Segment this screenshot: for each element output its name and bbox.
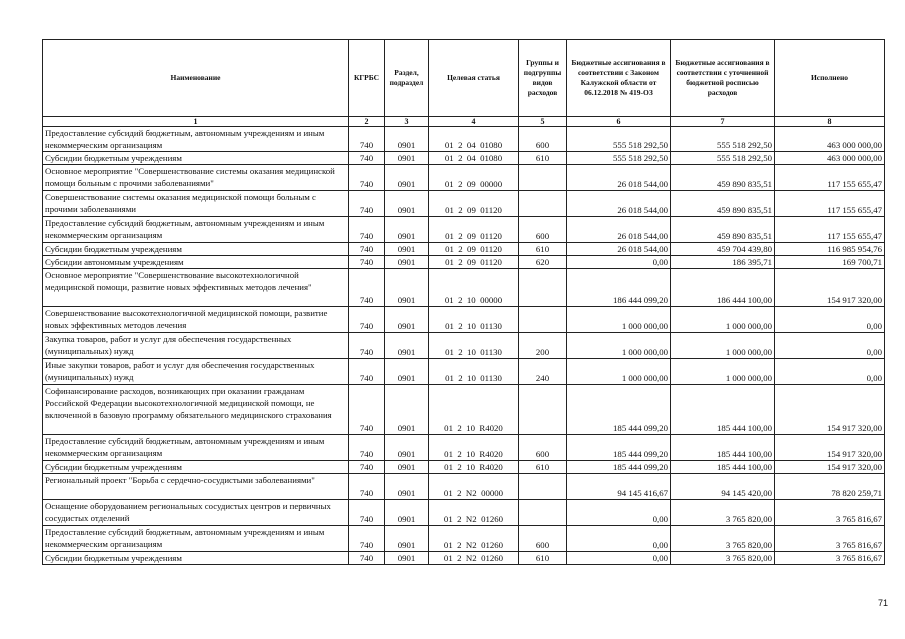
- row-executed: 169 700,71: [775, 256, 885, 269]
- page-number: 71: [878, 598, 889, 608]
- row-name: Предоставление субсидий бюджетным, автономным учреждениям и иным некоммерческим организациям: [43, 127, 349, 152]
- row-refined-allocation: 3 765 820,00: [671, 526, 775, 552]
- row-executed: 154 917 320,00: [775, 269, 885, 307]
- row-target-article: 01 2 10 01130: [429, 333, 519, 359]
- row-name: Субсидии бюджетным учреждениям: [43, 461, 349, 474]
- row-refined-allocation: 555 518 292,50: [671, 152, 775, 165]
- row-law-allocation: 0,00: [567, 552, 671, 565]
- row-law-allocation: 26 018 544,00: [567, 243, 671, 256]
- row-target-article: 01 2 09 00000: [429, 165, 519, 191]
- row-section: 0901: [385, 474, 429, 500]
- row-executed: 117 155 655,47: [775, 191, 885, 217]
- row-section: 0901: [385, 500, 429, 526]
- table-row: [43, 152, 885, 165]
- header-name: Наименование: [43, 40, 349, 117]
- row-section: 0901: [385, 269, 429, 307]
- row-name: Совершенствование системы оказания медицинской помощи больным с прочими заболеваниями: [43, 191, 349, 217]
- row-target-article: 01 2 10 00000: [429, 269, 519, 307]
- row-executed: 463 000 000,00: [775, 152, 885, 165]
- table-row: [43, 243, 885, 256]
- row-refined-allocation: 459 890 835,51: [671, 191, 775, 217]
- row-kgrbs: 740: [349, 385, 385, 435]
- row-refined-allocation: 185 444 100,00: [671, 461, 775, 474]
- row-section: 0901: [385, 307, 429, 333]
- row-section: 0901: [385, 256, 429, 269]
- row-name: Предоставление субсидий бюджетным, автономным учреждениям и иным некоммерческим организациям: [43, 217, 349, 243]
- header-target-article: Целевая статья: [429, 40, 519, 117]
- header-refined-allocations: Бюджетные ассигнования в соответствии с уточненной бюджетной росписью расходов: [671, 40, 775, 117]
- table-row: [43, 256, 885, 269]
- column-number: 5: [519, 117, 567, 127]
- row-expense-group: [519, 385, 567, 435]
- row-name: Иные закупки товаров, работ и услуг для обеспечения государственных (муниципальных) нужд: [43, 359, 349, 385]
- row-section: 0901: [385, 526, 429, 552]
- row-law-allocation: 1 000 000,00: [567, 307, 671, 333]
- row-law-allocation: 26 018 544,00: [567, 217, 671, 243]
- row-section: 0901: [385, 552, 429, 565]
- row-target-article: 01 2 04 01080: [429, 127, 519, 152]
- row-refined-allocation: 459 890 835,51: [671, 217, 775, 243]
- row-kgrbs: 740: [349, 333, 385, 359]
- table-row: [43, 191, 885, 217]
- column-number: 8: [775, 117, 885, 127]
- row-kgrbs: 740: [349, 152, 385, 165]
- table-row: [43, 552, 885, 565]
- row-target-article: 01 2 04 01080: [429, 152, 519, 165]
- row-law-allocation: 26 018 544,00: [567, 165, 671, 191]
- row-expense-group: 600: [519, 435, 567, 461]
- row-name: Субсидии бюджетным учреждениям: [43, 243, 349, 256]
- row-refined-allocation: 186 395,71: [671, 256, 775, 269]
- row-executed: 3 765 816,67: [775, 500, 885, 526]
- row-kgrbs: 740: [349, 500, 385, 526]
- row-executed: 116 985 954,76: [775, 243, 885, 256]
- row-refined-allocation: 3 765 820,00: [671, 500, 775, 526]
- row-target-article: 01 2 09 01120: [429, 256, 519, 269]
- row-law-allocation: 1 000 000,00: [567, 359, 671, 385]
- header-law-allocations: Бюджетные ассигнования в соответствии с Законом Калужской области от 06.12.2018 № 419-ОЗ: [567, 40, 671, 117]
- row-section: 0901: [385, 333, 429, 359]
- row-law-allocation: 0,00: [567, 256, 671, 269]
- table-row: [43, 359, 885, 385]
- row-expense-group: 610: [519, 243, 567, 256]
- row-target-article: 01 2 09 01120: [429, 217, 519, 243]
- row-refined-allocation: 555 518 292,50: [671, 127, 775, 152]
- table-body: [43, 127, 885, 565]
- row-refined-allocation: 1 000 000,00: [671, 359, 775, 385]
- column-number: 3: [385, 117, 429, 127]
- table-row: [43, 333, 885, 359]
- row-expense-group: 620: [519, 256, 567, 269]
- row-expense-group: [519, 269, 567, 307]
- row-kgrbs: 740: [349, 526, 385, 552]
- row-section: 0901: [385, 461, 429, 474]
- row-target-article: 01 2 10 R4020: [429, 461, 519, 474]
- table-row: [43, 269, 885, 307]
- row-expense-group: 600: [519, 526, 567, 552]
- row-name: Субсидии бюджетным учреждениям: [43, 152, 349, 165]
- row-section: 0901: [385, 127, 429, 152]
- row-expense-group: [519, 191, 567, 217]
- row-section: 0901: [385, 435, 429, 461]
- row-executed: 0,00: [775, 307, 885, 333]
- row-law-allocation: 94 145 416,67: [567, 474, 671, 500]
- row-kgrbs: 740: [349, 474, 385, 500]
- table-row: [43, 307, 885, 333]
- table-row: [43, 165, 885, 191]
- header-section: Раздел, подраздел: [385, 40, 429, 117]
- row-name: Софинансирование расходов, возникающих при оказании гражданам Российской Федерации высокотехнологичной медицинской помощи, не включенной в базовую программу обязательного медицинского страхования: [43, 385, 349, 435]
- row-law-allocation: 555 518 292,50: [567, 127, 671, 152]
- table-row: [43, 385, 885, 435]
- row-target-article: 01 2 10 01130: [429, 359, 519, 385]
- row-name: Субсидии автономным учреждениям: [43, 256, 349, 269]
- row-target-article: 01 2 09 01120: [429, 191, 519, 217]
- row-kgrbs: 740: [349, 461, 385, 474]
- row-executed: 78 820 259,71: [775, 474, 885, 500]
- table-row: [43, 435, 885, 461]
- row-target-article: 01 2 10 01130: [429, 307, 519, 333]
- row-law-allocation: 0,00: [567, 526, 671, 552]
- row-law-allocation: 185 444 099,20: [567, 435, 671, 461]
- column-number: 2: [349, 117, 385, 127]
- row-executed: 117 155 655,47: [775, 217, 885, 243]
- row-expense-group: 610: [519, 552, 567, 565]
- row-kgrbs: 740: [349, 435, 385, 461]
- row-target-article: 01 2 10 R4020: [429, 435, 519, 461]
- row-name: Основное мероприятие "Совершенствование высокотехнологичной медицинской помощи, развитие новых эффективных методов лечения": [43, 269, 349, 307]
- row-kgrbs: 740: [349, 269, 385, 307]
- row-expense-group: [519, 500, 567, 526]
- column-number-row: [43, 117, 885, 127]
- row-expense-group: 600: [519, 217, 567, 243]
- row-expense-group: 200: [519, 333, 567, 359]
- row-law-allocation: 185 444 099,20: [567, 461, 671, 474]
- row-expense-group: [519, 165, 567, 191]
- row-section: 0901: [385, 165, 429, 191]
- row-law-allocation: 185 444 099,20: [567, 385, 671, 435]
- row-executed: 463 000 000,00: [775, 127, 885, 152]
- row-refined-allocation: 459 890 835,51: [671, 165, 775, 191]
- row-executed: 154 917 320,00: [775, 461, 885, 474]
- row-section: 0901: [385, 385, 429, 435]
- table-row: [43, 474, 885, 500]
- row-kgrbs: 740: [349, 191, 385, 217]
- row-section: 0901: [385, 359, 429, 385]
- row-law-allocation: 186 444 099,20: [567, 269, 671, 307]
- row-kgrbs: 740: [349, 217, 385, 243]
- row-kgrbs: 740: [349, 359, 385, 385]
- row-refined-allocation: 459 704 439,80: [671, 243, 775, 256]
- row-target-article: 01 2 N2 01260: [429, 552, 519, 565]
- row-refined-allocation: 185 444 100,00: [671, 435, 775, 461]
- row-expense-group: 610: [519, 461, 567, 474]
- header-expense-group: Группы и подгруппы видов расходов: [519, 40, 567, 117]
- row-kgrbs: 740: [349, 127, 385, 152]
- row-expense-group: [519, 474, 567, 500]
- row-section: 0901: [385, 152, 429, 165]
- row-target-article: 01 2 N2 01260: [429, 500, 519, 526]
- row-kgrbs: 740: [349, 256, 385, 269]
- table-row: [43, 526, 885, 552]
- row-refined-allocation: 3 765 820,00: [671, 552, 775, 565]
- row-expense-group: 610: [519, 152, 567, 165]
- row-kgrbs: 740: [349, 243, 385, 256]
- row-name: Предоставление субсидий бюджетным, автономным учреждениям и иным некоммерческим организациям: [43, 526, 349, 552]
- row-kgrbs: 740: [349, 307, 385, 333]
- row-section: 0901: [385, 243, 429, 256]
- table-row: [43, 500, 885, 526]
- row-name: Оснащение оборудованием региональных сосудистых центров и первичных сосудистых отделений: [43, 500, 349, 526]
- table-row: [43, 217, 885, 243]
- table-row: [43, 127, 885, 152]
- row-kgrbs: 740: [349, 165, 385, 191]
- row-law-allocation: 26 018 544,00: [567, 191, 671, 217]
- column-number: 4: [429, 117, 519, 127]
- row-law-allocation: 1 000 000,00: [567, 333, 671, 359]
- row-target-article: 01 2 N2 01260: [429, 526, 519, 552]
- row-refined-allocation: 185 444 100,00: [671, 385, 775, 435]
- row-name: Региональный проект "Борьба с сердечно-сосудистыми заболеваниями": [43, 474, 349, 500]
- row-executed: 154 917 320,00: [775, 435, 885, 461]
- row-refined-allocation: 94 145 420,00: [671, 474, 775, 500]
- row-name: Предоставление субсидий бюджетным, автономным учреждениям и иным некоммерческим организациям: [43, 435, 349, 461]
- row-executed: 3 765 816,67: [775, 526, 885, 552]
- column-number: 7: [671, 117, 775, 127]
- column-number: 6: [567, 117, 671, 127]
- row-expense-group: 600: [519, 127, 567, 152]
- column-number: 1: [43, 117, 349, 127]
- row-target-article: 01 2 N2 00000: [429, 474, 519, 500]
- row-target-article: 01 2 10 R4020: [429, 385, 519, 435]
- row-name: Закупка товаров, работ и услуг для обеспечения государственных (муниципальных) нужд: [43, 333, 349, 359]
- row-executed: 117 155 655,47: [775, 165, 885, 191]
- table-row: [43, 461, 885, 474]
- row-name: Субсидии бюджетным учреждениям: [43, 552, 349, 565]
- row-name: Совершенствование высокотехнологичной медицинской помощи, развитие новых эффективных методов лечения: [43, 307, 349, 333]
- row-executed: 154 917 320,00: [775, 385, 885, 435]
- row-kgrbs: 740: [349, 552, 385, 565]
- row-law-allocation: 0,00: [567, 500, 671, 526]
- row-expense-group: [519, 307, 567, 333]
- row-executed: 3 765 816,67: [775, 552, 885, 565]
- row-target-article: 01 2 09 01120: [429, 243, 519, 256]
- row-refined-allocation: 186 444 100,00: [671, 269, 775, 307]
- budget-report-sheet: [42, 39, 884, 565]
- row-section: 0901: [385, 217, 429, 243]
- row-law-allocation: 555 518 292,50: [567, 152, 671, 165]
- header-executed: Исполнено: [775, 40, 885, 117]
- table-header: [43, 40, 885, 127]
- row-refined-allocation: 1 000 000,00: [671, 333, 775, 359]
- row-section: 0901: [385, 191, 429, 217]
- row-name: Основное мероприятие "Совершенствование системы оказания медицинской помощи больным с прочими заболеваниями": [43, 165, 349, 191]
- header-kgrbs: КГРБС: [349, 40, 385, 117]
- budget-table: [42, 39, 885, 565]
- row-expense-group: 240: [519, 359, 567, 385]
- row-executed: 0,00: [775, 333, 885, 359]
- row-executed: 0,00: [775, 359, 885, 385]
- row-refined-allocation: 1 000 000,00: [671, 307, 775, 333]
